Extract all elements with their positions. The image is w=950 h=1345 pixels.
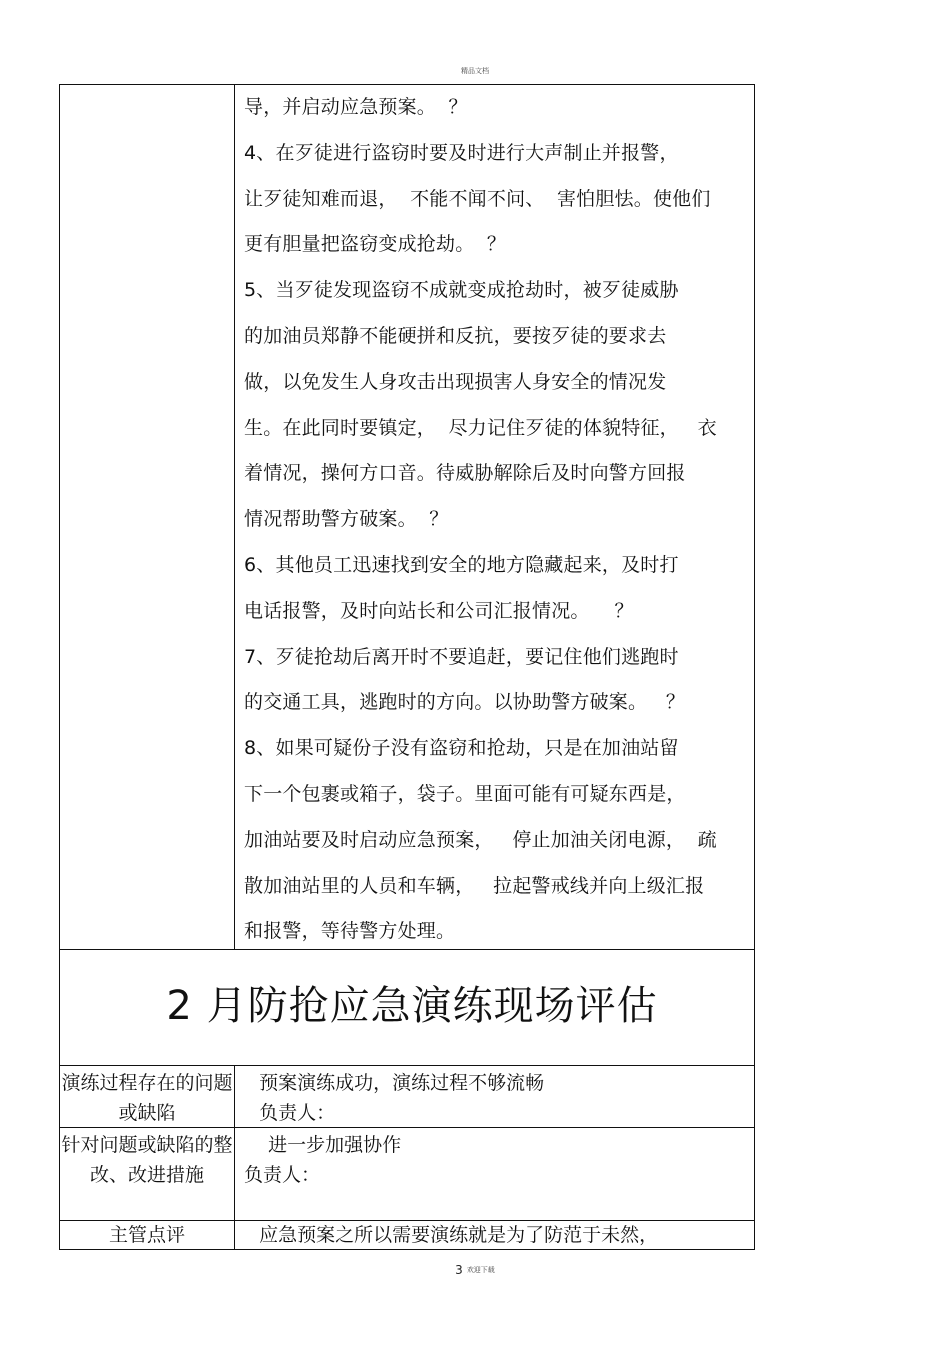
page-number: 3 [455,1263,463,1277]
body-line: 5、当歹徒发现盗窃不成就变成抢劫时，被歹徒威胁 [244,279,679,302]
problems-content: 预案演练成功，演练过程不够流畅 [235,1072,545,1094]
header-watermark: 精品文档 [461,67,489,75]
comment-content: 应急预案之所以需要演练就是为了防范于未然， [235,1224,659,1246]
problems-row [60,1065,754,1127]
improvements-owner: 负责人： [244,1164,321,1186]
body-line: 电话报警，及时向站长和公司汇报情况。 ？ [244,599,634,622]
body-line: 加油站要及时启动应急预案， 停止加油关闭电源， 疏 [244,828,717,851]
body-line: 导，并启动应急预案。 ？ [244,96,468,118]
body-line: 下一个包裹或箱子，袋子。里面可能有可疑东西是， [244,782,686,805]
section-title-row [60,949,754,1065]
body-line: 情况帮助警方破案。 ？ [244,508,449,531]
problems-owner: 负责人： [235,1102,336,1124]
problems-label: 演练过程存在的问题或缺陷 [60,1066,235,1127]
procedure-table [59,84,755,1250]
improvements-value [235,1128,754,1220]
body-line: 7、歹徒抢劫后离开时不要追赶，要记住他们逃跑时 [244,645,679,668]
comment-row [60,1220,754,1249]
body-line: 散加油站里的人员和车辆， 拉起警戒线并向上级汇报 [244,874,705,897]
comment-label: 主管点评 [60,1221,235,1249]
footer-note: 欢迎下载 [466,1266,495,1274]
procedure-label-cell [60,85,235,949]
section-title: 2 月防抢应急演练现场评估 [166,983,658,1029]
procedure-content-cell [235,85,754,949]
body-line: 8、如果可疑份子没有盗窃和抢劫，只是在加油站留 [244,737,679,760]
improvements-row [60,1127,754,1220]
procedure-row [60,85,754,949]
body-line: 和报警，等待警方处理。 [244,920,456,943]
body-line: 着情况，操何方口音。待威胁解除后及时向警方回报 [244,462,686,485]
body-line: 6、其他员工迅速找到安全的地方隐藏起来，及时打 [244,553,679,576]
problems-value [235,1066,754,1127]
improvements-content: 进一步加强协作 [244,1134,402,1156]
body-line: 生。在此同时要镇定， 尽力记住歹徒的体貌特征， 衣 [244,416,717,439]
body-line: 4、在歹徒进行盗窃时要及时进行大声制止并报警， [244,141,679,164]
body-line: 做，以免发生人身攻击出现损害人身安全的情况发 [244,370,667,393]
body-line: 让歹徒知难而退， 不能不闻不问、 害怕胆怯。使他们 [244,187,711,210]
page-footer [0,1263,950,1277]
body-line: 的加油员郑静不能硬拼和反抗，要按歹徒的要求去 [244,324,667,347]
body-line: 的交通工具，逃跑时的方向。以协助警方破案。 ？ [244,691,686,714]
body-line: 更有胆量把盗窃变成抢劫。 ？ [244,233,507,256]
improvements-label: 针对问题或缺陷的整改、改进措施 [60,1128,235,1220]
